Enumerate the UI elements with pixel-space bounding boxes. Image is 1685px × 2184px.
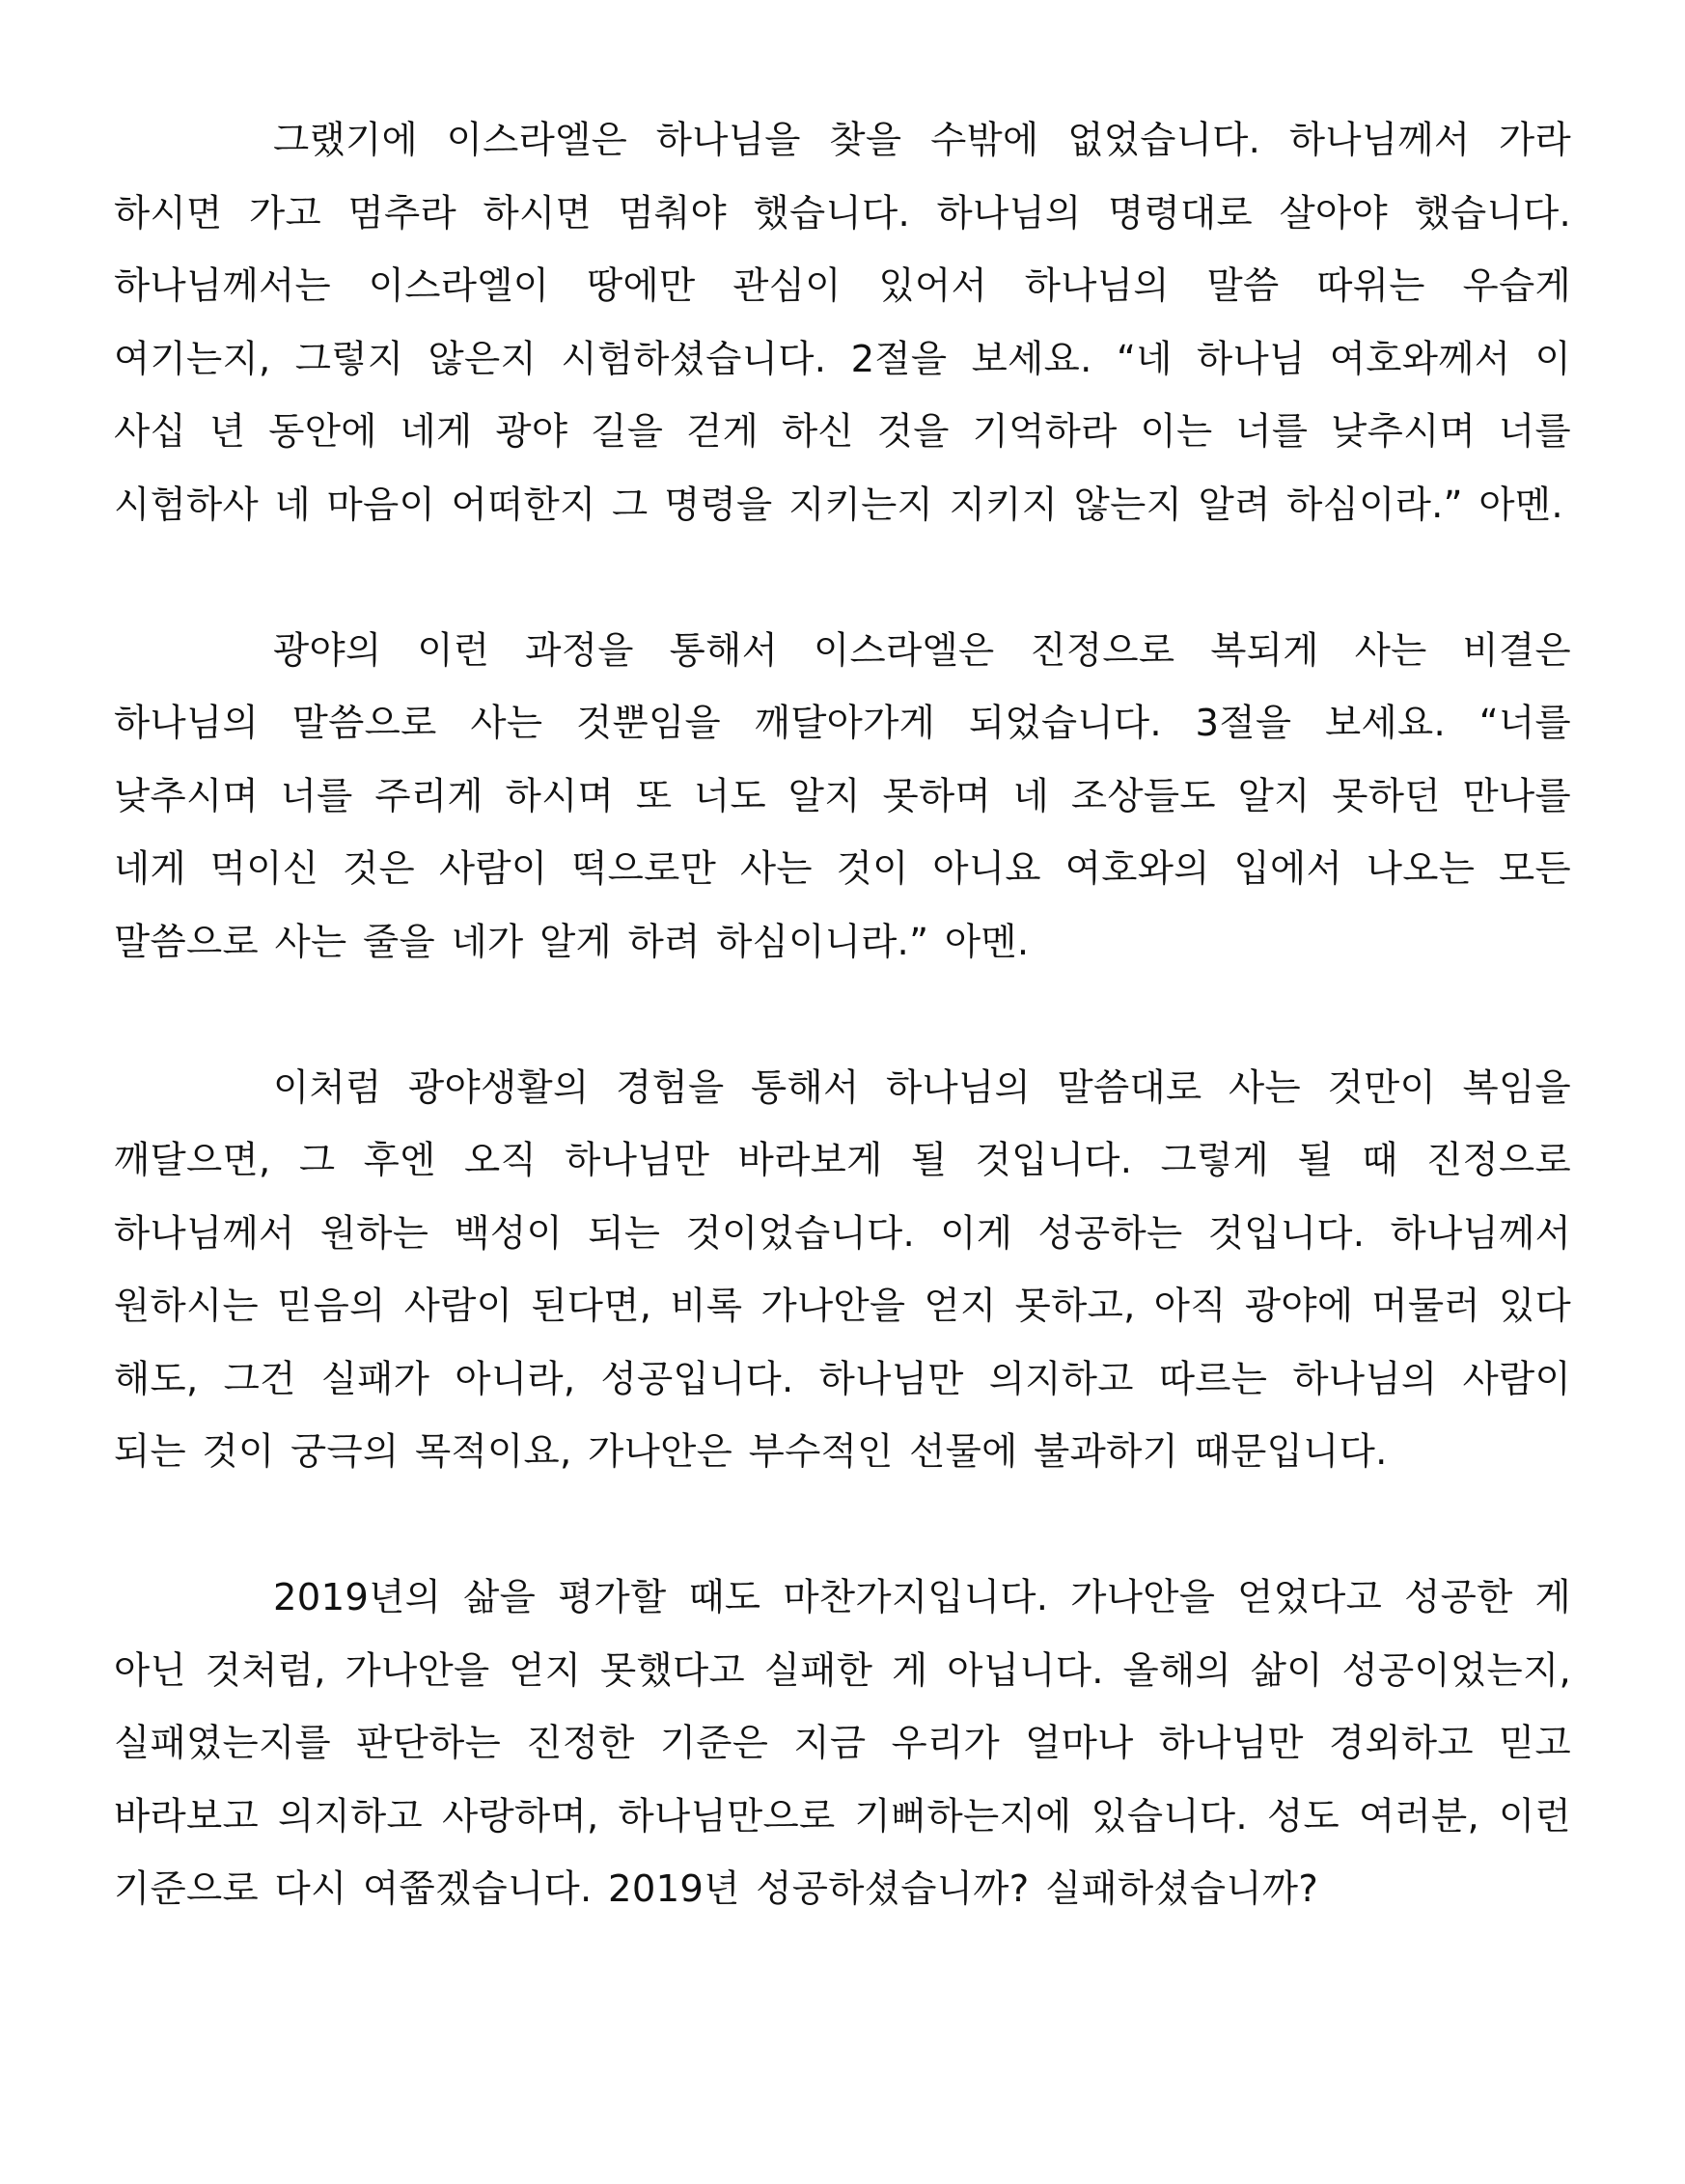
paragraph: 2019년의 삶을 평가할 때도 마찬가지입니다. 가나안을 얻었다고 성공한 게 아닌 것처럼, 가나안을 얻지 못했다고 실패한 게 아닙니다. 올해의 삶이 성공이었는지, 실패였는지를 판단하는 진정한 기준은 지금 우리가 얼마나 하나님만 경외하고 믿고 바라보고 의지하고 사랑하며, 하나님만으로 기뻐하는지에 있습니다. 성도 여러분, 이런 기준으로 다시 여쭙겠습니다. 2019년 성공하셨습니까? 실패하셨습니까?: [114, 1576, 1571, 1911]
paragraph: 그랬기에 이스라엘은 하나님을 찾을 수밖에 없었습니다. 하나님께서 가라 하시면 가고 멈추라 하시면 멈춰야 했습니다. 하나님의 명령대로 살아야 했습니다. 하나님께서는 이스라엘이 땅에만 관심이 있어서 하나님의 말씀 따위는 우습게 여기는지, 그렇지 않은지 시험하셨습니다. 2절을 보세요. “네 하나님 여호와께서 이 사십 년 동안에 네게 광야 길을 걷게 하신 것을 기억하라 이는 너를 낮추시며 너를 시험하사 네 마음이 어떠한지 그 명령을 지키는지 지키지 않는지 알려 하심이라.” 아멘.: [114, 119, 1571, 527]
paragraph: 광야의 이런 과정을 통해서 이스라엘은 진정으로 복되게 사는 비결은 하나님의 말씀으로 사는 것뿐임을 깨달아가게 되었습니다. 3절을 보세요. “너를 낮추시며 너를 주리게 하시며 또 너도 알지 못하며 네 조상들도 알지 못하던 만나를 네게 먹이신 것은 사람이 떡으로만 사는 것이 아니요 여호와의 입에서 나오는 모든 말씀으로 사는 줄을 네가 알게 하려 하심이니라.” 아멘.: [114, 628, 1571, 964]
body-text: [114, 104, 1571, 1926]
paragraph: 이처럼 광야생활의 경험을 통해서 하나님의 말씀대로 사는 것만이 복임을 깨달으면, 그 후엔 오직 하나님만 바라보게 될 것입니다. 그렇게 될 때 진정으로 하나님께서 원하는 백성이 되는 것이었습니다. 이게 성공하는 것입니다. 하나님께서 원하시는 믿음의 사람이 된다면, 비록 가나안을 얻지 못하고, 아직 광야에 머물러 있다 해도, 그건 실패가 아니라, 성공입니다. 하나님만 의지하고 따르는 하나님의 사람이 되는 것이 궁극의 목적이요, 가나안은 부수적인 선물에 불과하기 때문입니다.: [114, 1065, 1571, 1474]
